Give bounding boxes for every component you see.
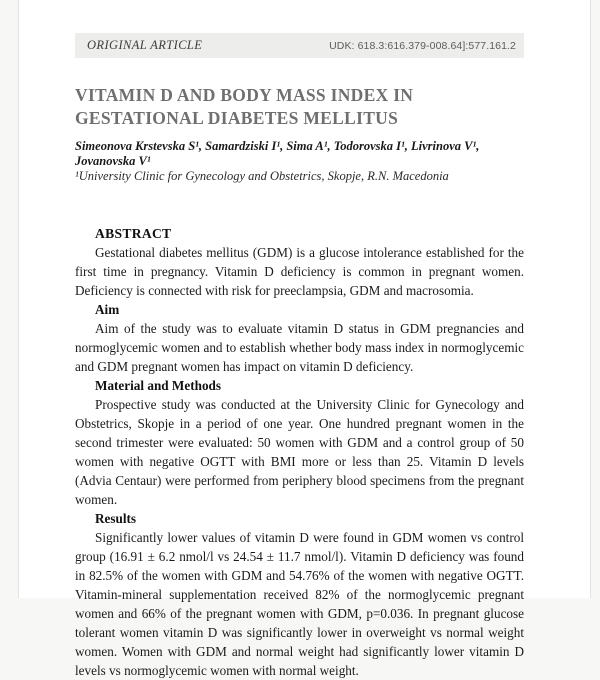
section-paragraph-material-and-methods: Prospective study was conducted at the University Clinic for Gynecology and Obstetrics, Skopje in a period of one year. One hundred pregnant women in the second trimester were evaluated: 50 women with GDM and a control group of 50 women with negative OGTT with BMI more or less than 25. Vitamin D levels (Advia Centaur) were performed from periphery blood specimens from the pregnant women.: [75, 397, 524, 507]
abstract-heading: ABSTRACT: [95, 226, 172, 241]
udk-number: UDK: 618.3:616.379-008.64]:577.161.2: [329, 39, 516, 52]
section-heading-material-and-methods: Material and Methods: [95, 378, 222, 393]
abstract-block: [75, 224, 524, 680]
paper-title: VITAMIN D AND BODY MASS INDEX IN GESTATIONAL DIABETES MELLITUS: [75, 85, 414, 128]
section-paragraph-results: Significantly lower values of vitamin D were found in GDM women vs control group (16.91 ± 6.2 nmol/l vs 24.54 ± 11.7 nmol/l). Vitamin D deficiency was found in 82.5% of the women with GDM and 54.76% of the women with negative OGTT. Vitamin-mineral supplementation received 82% of the normoglycemic pregnant women and 66% of the pregnant women with GDM, p=0.036. In pregnant glucose tolerant women vitamin D was significantly lower in overweight vs normal weight women. Women with GDM and normal weight had significantly lower vitamin D levels vs normoglycemic women with normal weight.: [75, 530, 524, 678]
paper-page: [18, 0, 591, 678]
article-header-bar: [75, 33, 524, 58]
affiliation-line: ¹University Clinic for Gynecology and Obstetrics, Skopje, R.N. Macedonia: [75, 169, 449, 183]
article-type-label: ORIGINAL ARTICLE: [87, 38, 203, 52]
content-column: [75, 33, 524, 680]
section-heading-aim: Aim: [95, 302, 120, 317]
section-paragraph-aim: Aim of the study was to evaluate vitamin D status in GDM pregnancies and normoglycemic women and to establish whether body mass index in normoglycemic and GDM pregnant women has impact on vitamin D deficiency.: [75, 321, 524, 374]
authors-line: Simeonova Krstevska S¹, Samardziski I¹, Sima A¹, Todorovska I¹, Livrinova V¹, Jovanovska V¹: [75, 139, 480, 168]
abstract-intro-paragraph: Gestational diabetes mellitus (GDM) is a glucose intolerance established for the first time in pregnancy. Vitamin D deficiency is common in pregnant women. Deficiency is connected with risk for preeclampsia, GDM and macrosomia.: [75, 245, 524, 298]
section-heading-results: Results: [95, 511, 137, 526]
